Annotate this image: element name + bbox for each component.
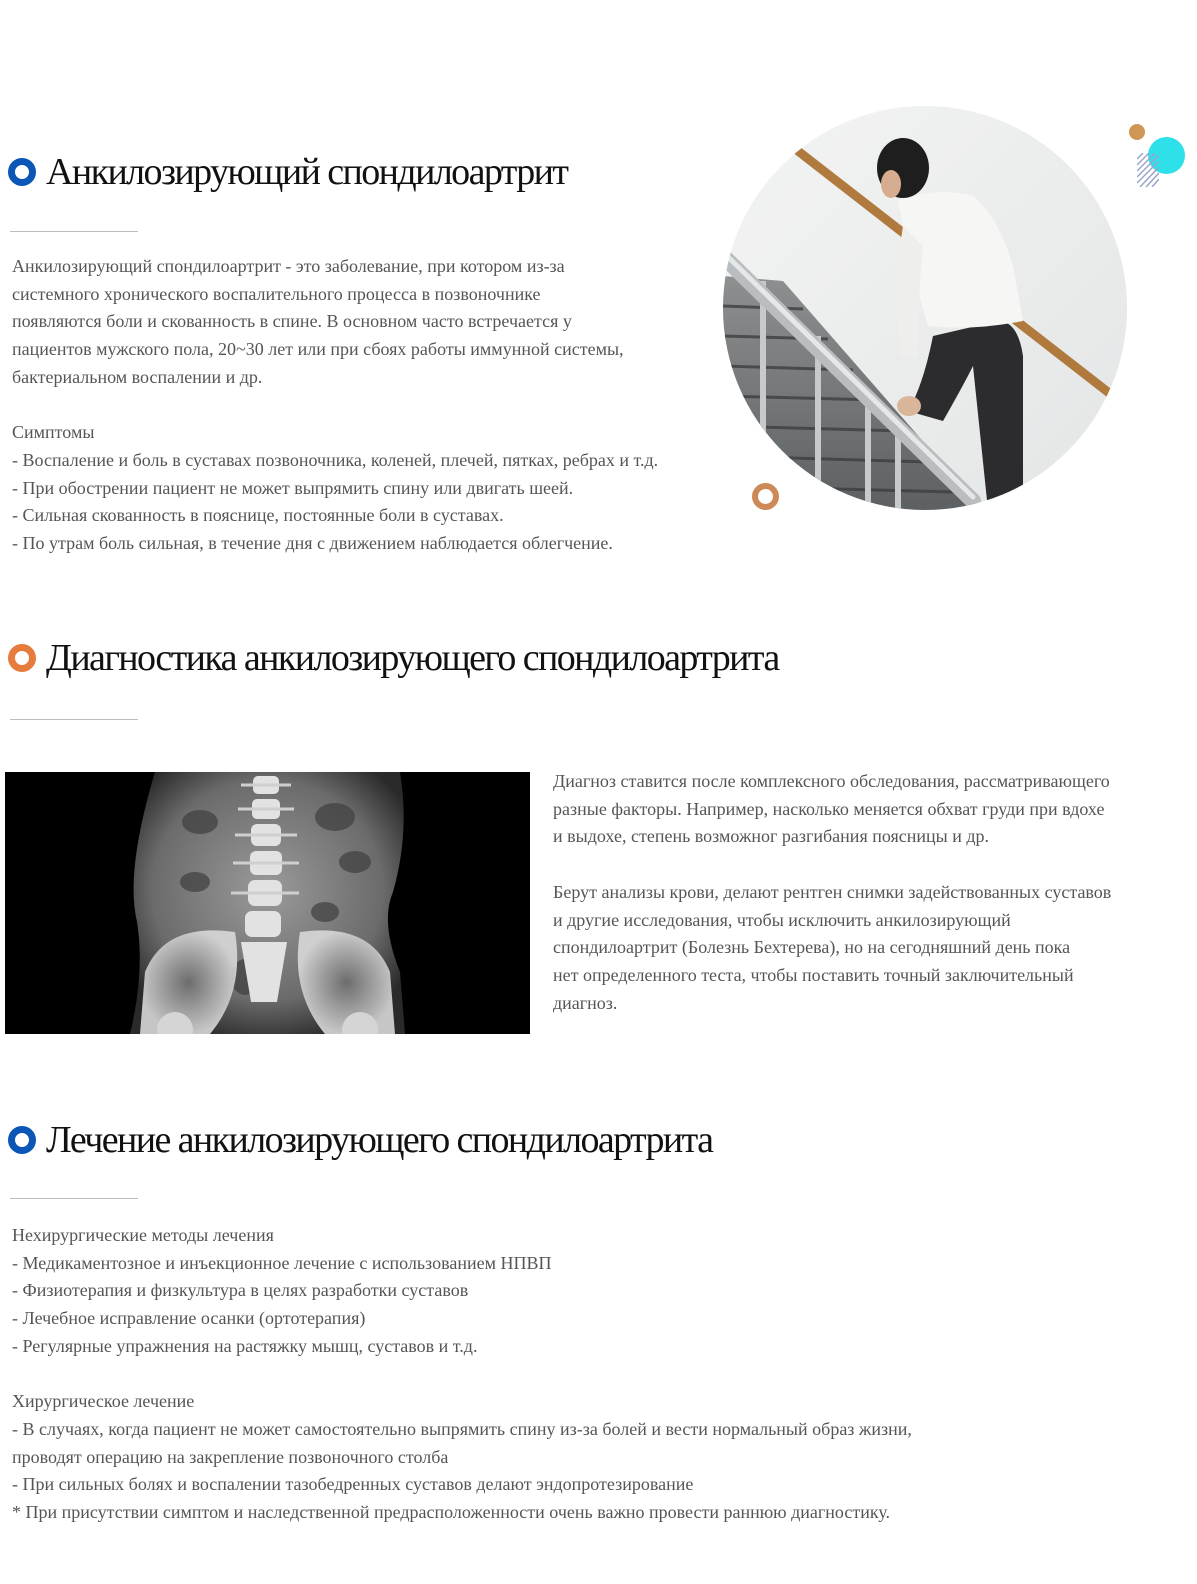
symptom-item: - Сильная скованность в пояснице, постоянные боли в суставах.	[12, 505, 504, 526]
man-climbing-stairs-photo	[723, 106, 1127, 510]
blue-ring-bullet-icon	[8, 1126, 36, 1154]
section1-title: Анкилозирующий спондилоартрит	[46, 151, 568, 193]
section1-text	[12, 253, 658, 558]
intro-line: Анкилозирующий спондилоартрит - это заболевание, при котором из-за	[12, 256, 565, 276]
spine-xray-image	[5, 772, 530, 1034]
xray-illustration	[5, 772, 530, 1034]
title-underline	[10, 231, 138, 232]
intro-line: системного хронического воспалительного процесса в позвоночнике	[12, 283, 541, 304]
intro-line: бактериальном воспалении и др.	[12, 366, 263, 387]
treatment-note: * При присутствии симптом и наследственной предрасположенности очень важно провести раннюю диагностику.	[12, 1502, 891, 1523]
nonsurgical-heading: Нехирургические методы лечения	[12, 1225, 274, 1245]
section-heading-treatment	[8, 1118, 712, 1162]
diagnosis-line: и другие исследования, чтобы исключить анкилозирующий	[553, 909, 1011, 930]
surgical-heading: Хирургическое лечение	[12, 1391, 195, 1412]
treatment-item: проводят операцию на закрепление позвоночного столба	[12, 1446, 449, 1467]
treatment-item: - Лечебное исправление осанки (ортотерапия)	[12, 1308, 366, 1329]
section3-title: Лечение анкилозирующего спондилоартрита	[46, 1119, 713, 1161]
symptoms-heading: Симптомы	[12, 422, 95, 443]
orange-ring-bullet-icon	[8, 644, 36, 672]
intro-line: появляются боли и скованность в спине. В основном часто встречается у	[12, 311, 572, 332]
treatment-item: - При сильных болях и воспалении тазобедренных суставов делают эндопротезирование	[12, 1474, 694, 1495]
diagnosis-line: спондилоартрит (Болезнь Бехтерева), но на сегодняшний день пока	[553, 937, 1071, 958]
title-underline	[10, 719, 138, 720]
diagnosis-line: нет определенного теста, чтобы поставить точный заключительный	[553, 964, 1074, 985]
section-heading-ankylosing-spondylitis	[8, 150, 567, 194]
treatment-item: - Медикаментозное и инъекционное лечение с использованием НПВП	[12, 1252, 552, 1273]
stairs-illustration	[723, 106, 1127, 510]
decorative-ring-icon	[752, 483, 779, 510]
symptom-item: - Воспаление и боль в суставах позвоночника, коленей, плечей, пятках, ребрах и т.д.	[12, 449, 659, 470]
symptom-item: - По утрам боль сильная, в течение дня с движением наблюдается облегчение.	[12, 533, 613, 554]
section-heading-diagnostics	[8, 636, 779, 680]
decorative-dot-icon	[1129, 124, 1145, 140]
section2-text	[553, 768, 1111, 1017]
section3-text	[12, 1222, 912, 1527]
intro-line: пациентов мужского пола, 20~30 лет или при сбоях работы иммунной системы,	[12, 339, 624, 360]
treatment-item: - Физиотерапия и физкультура в целях разработки суставов	[12, 1280, 469, 1301]
title-underline	[10, 1198, 138, 1199]
diagnosis-line: разные факторы. Например, насколько меняется обхват груди при вдохе	[553, 798, 1105, 819]
diagnosis-line: Берут анализы крови, делают рентген снимки задействованных суставов	[553, 881, 1112, 902]
blue-ring-bullet-icon	[8, 158, 36, 186]
diagnosis-line: диагноз.	[553, 992, 618, 1013]
section2-title: Диагностика анкилозирующего спондилоартрита	[46, 637, 779, 679]
treatment-item: - В случаях, когда пациент не может самостоятельно выпрямить спину из-за болей и вести нормальный образ жизни,	[12, 1418, 912, 1439]
diagnosis-line: Диагноз ставится после комплексного обследования, рассматривающего	[553, 771, 1110, 791]
decorative-stripes-icon	[1137, 153, 1159, 187]
diagnosis-line: и выдохе, степень возможног разгибания поясницы и др.	[553, 826, 990, 847]
treatment-item: - Регулярные упражнения на растяжку мышц, суставов и т.д.	[12, 1335, 478, 1356]
symptom-item: - При обострении пациент не может выпрямить спину или двигать шеей.	[12, 477, 574, 498]
